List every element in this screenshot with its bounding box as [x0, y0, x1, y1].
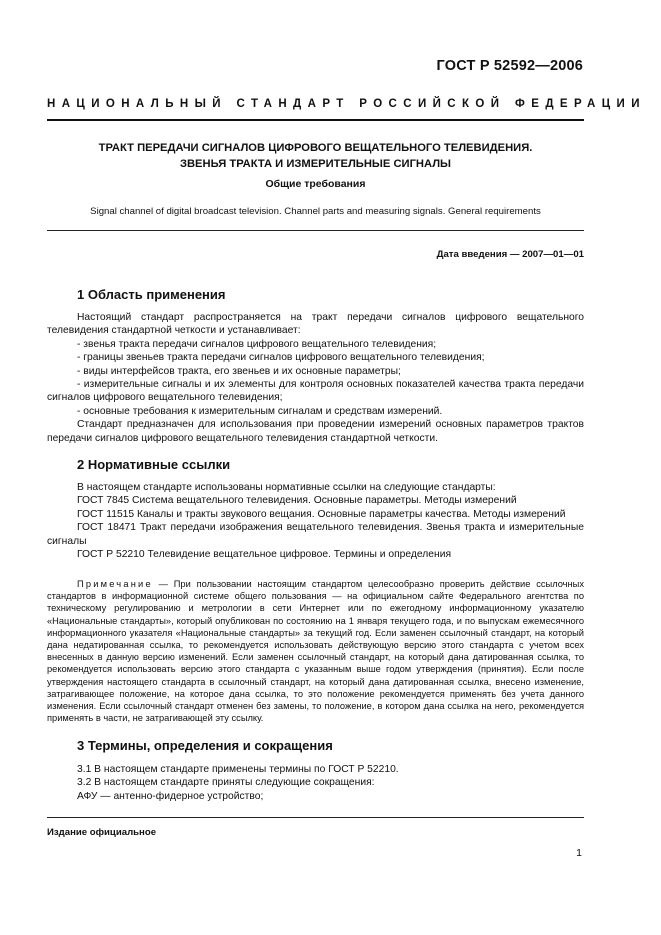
introduction-date: Дата введения — 2007—01—01	[436, 249, 584, 260]
note-label: Примечание	[77, 579, 153, 589]
note-text: — При пользовании настоящим стандартом целесообразно проверить действие ссылочных стандартов в информационной системе общего пользования — на официальном сайте Федерального агентства по техническому регулированию и метрологии в сети Интернет или по ежегодному информационному указателю «Национальные стандарты», который опубликован по состоянию на 1 января текущего года, и по выпускам ежемесячного информационного указателя «Национальные стандарты» за текущий год. Если заменен ссылочный стандарт, на который дана недатированная ссылка, то рекомендуется использовать действующую версию этого стандарта с учетом всех внесенных в данную версию изменений. Если заменен ссылочный стандарт, на который дана датированная ссылка, то рекомендуется использовать версию этого стандарта с указанным выше годом утверждения (принятия). Если после утверждения настоящего стандарта в ссылочный стандарт, на который дана датированная ссылка, внесено изменение, затрагивающее положение, на которое дана ссылка, то это положение рекомендуется применять без учета данного изменения. Если ссылочный стандарт отменен без замены, то положение, в котором дана ссылка на него, рекомендуется применять в части, не затрагивающей эту ссылку.	[47, 579, 584, 724]
title-line-1: ТРАКТ ПЕРЕДАЧИ СИГНАЛОВ ЦИФРОВОГО ВЕЩАТЕЛЬНОГО ТЕЛЕВИДЕНИЯ.	[98, 142, 533, 154]
document-subtitle: Общие требования	[265, 178, 366, 190]
title-line-2: ЗВЕНЬЯ ТРАКТА И ИЗМЕРИТЕЛЬНЫЕ СИГНАЛЫ	[179, 158, 452, 170]
section-2-intro: В настоящем стандарте использованы нормативные ссылки на следующие стандарты:	[77, 482, 496, 493]
section-3-abbreviation: АФУ — антенно-фидерное устройство;	[77, 790, 264, 802]
list-item: - виды интерфейсов тракта, его звеньев и их основные параметры;	[77, 365, 401, 377]
note-paragraph	[47, 578, 584, 724]
normative-reference: ГОСТ 11515 Каналы и тракты звукового вещания. Основные параметры качества. Методы измерений	[77, 508, 566, 520]
footer-divider	[47, 817, 584, 818]
section-3-paragraph: 3.1 В настоящем стандарте применены термины по ГОСТ Р 52210.	[77, 764, 399, 775]
english-title: Signal channel of digital broadcast television. Channel parts and measuring signals. General requirements	[90, 206, 541, 217]
section-1-intro: Настоящий стандарт распространяется на тракт передачи сигналов цифрового вещательного телевидения стандартной четкости и устанавливает:	[47, 312, 584, 337]
list-item: - звенья тракта передачи сигналов цифрового вещательного телевидения;	[77, 338, 437, 350]
page-number: 1	[576, 847, 582, 859]
document-code: ГОСТ Р 52592—2006	[436, 58, 583, 74]
section-1-body	[47, 311, 584, 445]
section-3-title: 3 Термины, определения и сокращения	[77, 738, 333, 753]
section-3-paragraph: 3.2 В настоящем стандарте приняты следующие сокращения:	[77, 777, 375, 789]
section-2-body	[47, 481, 584, 561]
title-divider	[47, 230, 584, 231]
document-title	[47, 140, 584, 172]
normative-reference: ГОСТ 18471 Тракт передачи изображения вещательного телевидения. Звенья тракта и измерительные сигналы	[47, 522, 584, 547]
section-2-title: 2 Нормативные ссылки	[77, 457, 231, 472]
normative-reference: ГОСТ 7845 Система вещательного телевидения. Основные параметры. Методы измерений	[77, 495, 517, 507]
normative-reference: ГОСТ Р 52210 Телевидение вещательное цифровое. Термины и определения	[77, 549, 452, 561]
list-item: - измерительные сигналы и их элементы для контроля основных показателей качества тракта передачи сигналов цифрового вещательного телевидения;	[47, 379, 584, 404]
section-1-purpose: Стандарт предназначен для использования при проведении измерений основных параметров трактов передачи сигналов цифрового вещательного телевидения стандартной четкости.	[47, 419, 584, 444]
list-item: - основные требования к измерительным сигналам и средствам измерений.	[77, 405, 443, 417]
header-divider	[47, 119, 584, 121]
national-standard-banner: НАЦИОНАЛЬНЫЙ СТАНДАРТ РОССИЙСКОЙ ФЕДЕРАЦИИ	[47, 98, 646, 110]
edition-label: Издание официальное	[47, 827, 157, 838]
section-1-title: 1 Область применения	[77, 287, 226, 302]
section-3-body	[47, 763, 584, 803]
list-item: - границы звеньев тракта передачи сигналов цифрового вещательного телевидения;	[77, 352, 485, 364]
